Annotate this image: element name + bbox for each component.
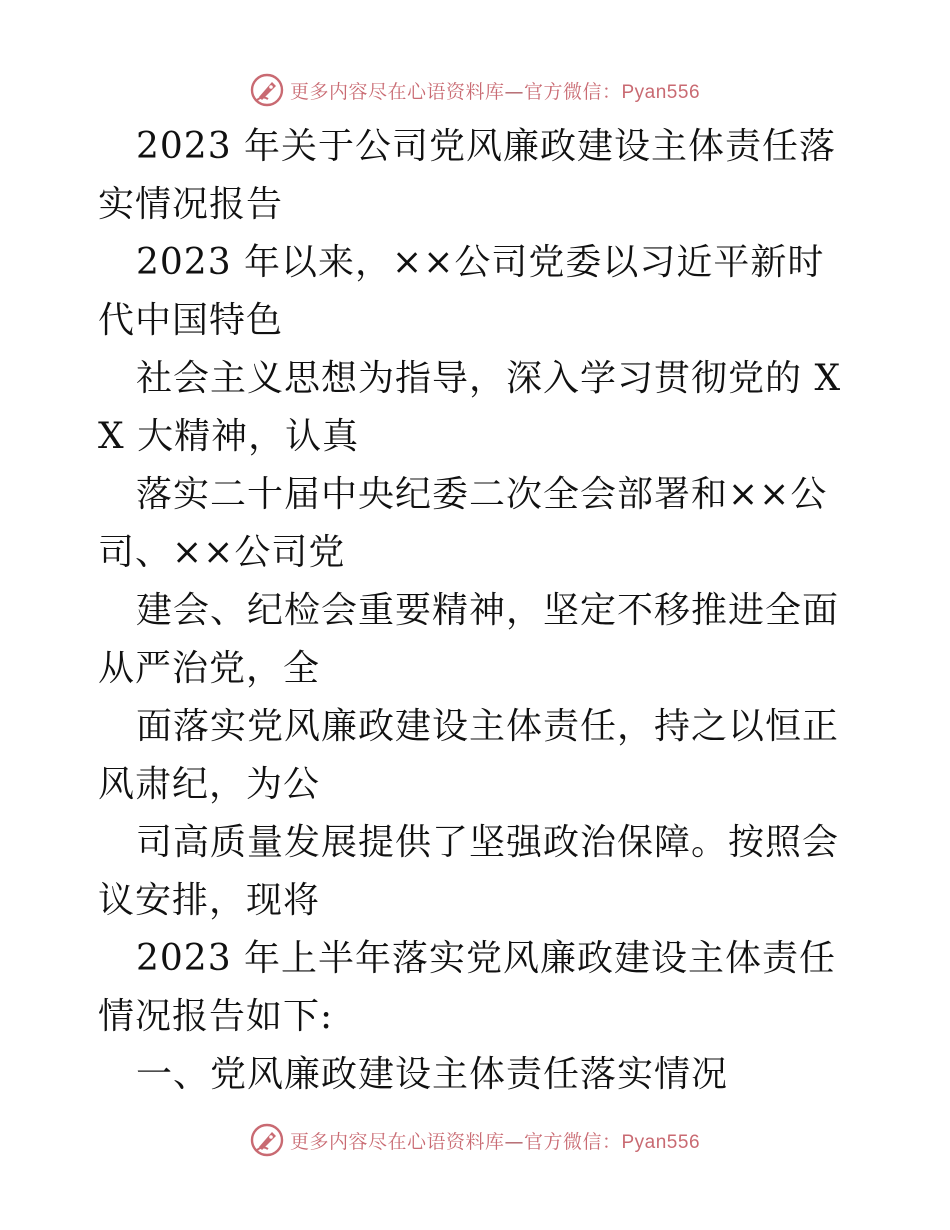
watermark-text — [290, 77, 700, 104]
paragraph: 面落实党风廉政建设主体责任，持之以恒正风肃纪，为公 — [98, 706, 840, 805]
document-title: 2023 年关于公司党风廉政建设主体责任落实情况报告 — [98, 126, 837, 225]
paragraph: 建会、纪检会重要精神，坚定不移推进全面从严治党，全 — [98, 590, 840, 689]
watermark-contact-id: Pyan556 — [621, 81, 701, 103]
pen-nib-logo-icon — [250, 73, 284, 107]
paragraph: 社会主义思想为指导，深入学习贯彻党的 XX 大精神，认真 — [98, 358, 842, 457]
watermark-contact-label: 官方微信： — [523, 80, 622, 103]
footer-watermark — [0, 1120, 950, 1160]
paragraph: 落实二十届中央纪委二次全会部署和××公司、××公司党 — [98, 474, 828, 573]
watermark-contact-id: Pyan556 — [621, 1131, 701, 1153]
watermark-brand: 更多内容尽在心语资料库 — [289, 1130, 505, 1153]
watermark-separator: — — [504, 1130, 524, 1153]
paragraph: 司高质量发展提供了坚强政治保障。按照会议安排，现将 — [98, 822, 840, 921]
paragraph: 2023 年上半年落实党风廉政建设主体责任情况报告如下: — [98, 938, 837, 1037]
watermark-contact-label: 官方微信： — [523, 1130, 622, 1153]
paragraph: 2023 年以来，××公司党委以习近平新时代中国特色 — [98, 242, 825, 341]
pen-nib-logo-icon — [250, 1123, 284, 1157]
watermark-brand: 更多内容尽在心语资料库 — [289, 80, 505, 103]
section-heading: 一、党风廉政建设主体责任落实情况 — [136, 1054, 729, 1095]
header-watermark — [0, 70, 950, 110]
watermark-separator: — — [504, 80, 524, 103]
document-body — [98, 118, 858, 1104]
watermark-text — [290, 1127, 700, 1154]
